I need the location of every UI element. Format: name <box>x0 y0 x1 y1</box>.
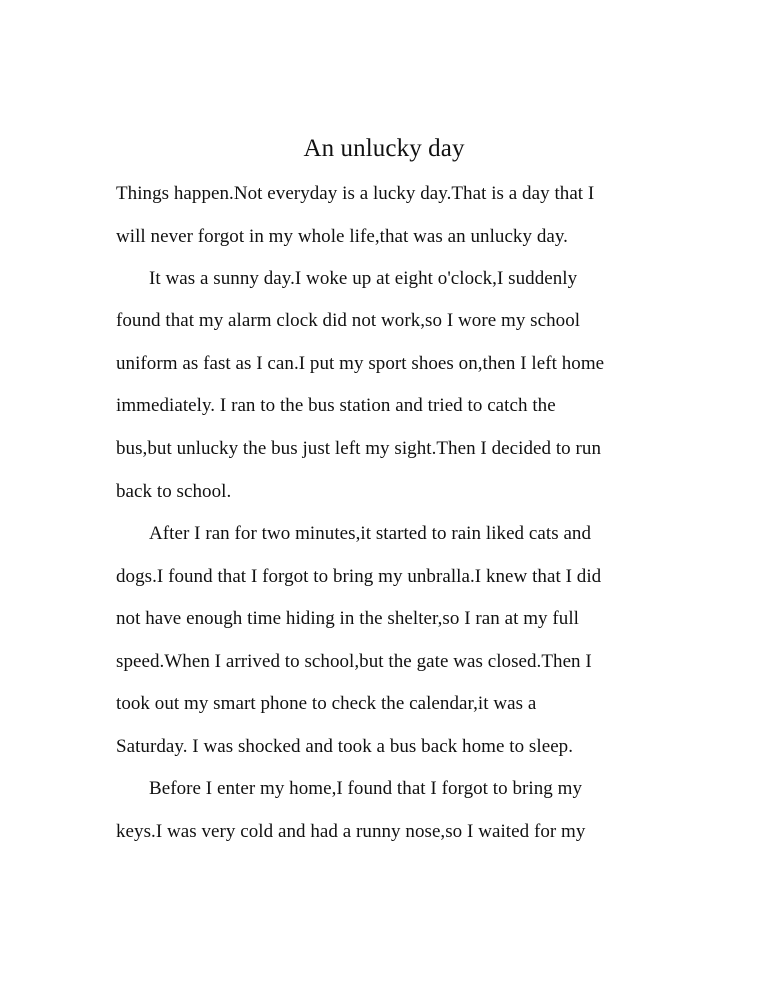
text-line-14: Saturday. I was shocked and took a bus back home to sleep. <box>116 736 574 757</box>
text-line-1: Things happen.Not everyday is a lucky day.That is a day that I <box>116 183 595 204</box>
text-line-15: Before I enter my home,I found that I forgot to bring my <box>149 778 583 799</box>
text-line-11: not have enough time hiding in the shelter,so I ran at my full <box>116 608 579 629</box>
text-line-2: will never forgot in my whole life,that was an unlucky day. <box>116 226 568 247</box>
text-line-5: uniform as fast as I can.I put my sport shoes on,then I left home <box>116 353 605 374</box>
document-title: An unlucky day <box>303 135 465 162</box>
text-line-3: It was a sunny day.I woke up at eight o'clock,I suddenly <box>149 268 578 289</box>
text-line-6: immediately. I ran to the bus station and tried to catch the <box>116 395 556 416</box>
text-line-8: back to school. <box>116 481 232 502</box>
text-line-9: After I ran for two minutes,it started to rain liked cats and <box>149 523 592 544</box>
text-line-12: speed.When I arrived to school,but the gate was closed.Then I <box>116 651 592 672</box>
text-line-10: dogs.I found that I forgot to bring my unbralla.I knew that I did <box>116 566 602 587</box>
text-line-16: keys.I was very cold and had a runny nose,so I waited for my <box>116 821 586 842</box>
text-line-13: took out my smart phone to check the calendar,it was a <box>116 693 537 714</box>
text-line-7: bus,but unlucky the bus just left my sight.Then I decided to run <box>116 438 601 459</box>
text-line-4: found that my alarm clock did not work,so I wore my school <box>116 310 581 331</box>
